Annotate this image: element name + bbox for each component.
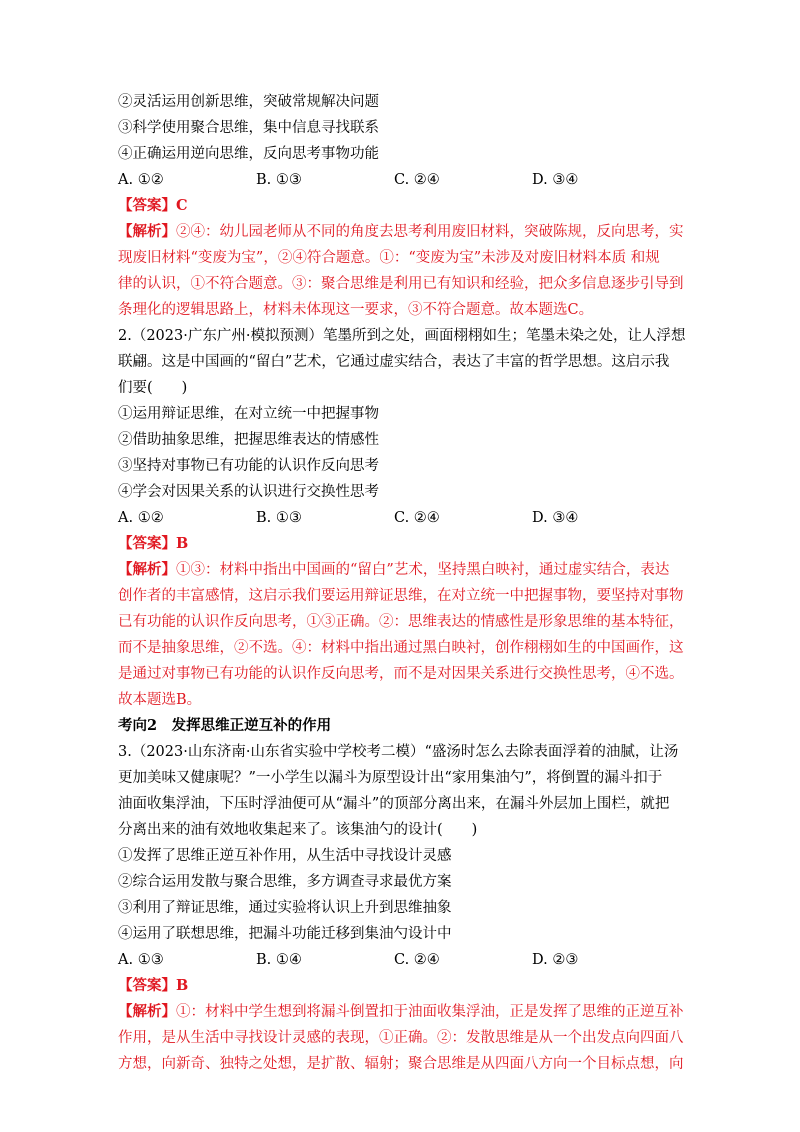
q2-option-a: A. ①② [118, 510, 164, 526]
q3-stem-line: 更加美味又健康呢？”一小学生以漏斗为原型设计出“家用集油勺”，将倒置的漏斗扣于 [118, 770, 663, 786]
q3-options [118, 950, 698, 970]
q3-analysis-line: 作用，是从生活中寻找设计灵感的表现，①正确。②：发散思维是从一个出发点向四面八 [118, 1030, 684, 1046]
answer-value: C [176, 197, 188, 214]
q2-stem-line: 们要( ) [118, 380, 188, 396]
q3-answer [118, 976, 698, 996]
analysis-text: ②④：幼儿园老师从不同的角度去思考利用废旧材料，突破陈规，反向思考，实 [176, 224, 684, 240]
analysis-tag: 【解析】 [118, 223, 176, 240]
q2-analysis-line [118, 560, 698, 580]
document-page [118, 92, 698, 1080]
q2-stem-line: 联翩。这是中国画的“留白”艺术，它通过虚实结合，表达了丰富的哲学思想。这启示我 [118, 354, 670, 370]
answer-tag: 【答案】 [118, 535, 176, 552]
q3-option-b: B. ①④ [256, 952, 302, 968]
section-heading: 考向2 发挥思维正逆互补的作用 [118, 717, 332, 734]
q2-block [118, 326, 698, 710]
q2-analysis-line: 创作者的丰富感情，这启示我们要运用辩证思维，在对立统一中把握事物，要坚持对事物 [118, 588, 684, 604]
q2-answer [118, 534, 698, 554]
q3-stem-line: 3.（2023·山东济南·山东省实验中学校考二模）“盛汤时怎么去除表面浮着的油腻，让汤 [118, 744, 679, 760]
q2-options [118, 508, 698, 528]
q3-statement: ②综合运用发散与聚合思维，多方调查寻求最优方案 [118, 874, 452, 890]
q2-analysis-line: 是通过对事物已有功能的认识作反向思考，而不是对因果关系进行交换性思考，④不选。 [118, 666, 684, 682]
q3-statement: ④运用了联想思维，把漏斗功能迁移到集油勺设计中 [118, 926, 452, 942]
q1-statement: ②灵活运用创新思维，突破常规解决问题 [118, 94, 379, 110]
q1-block [118, 92, 698, 320]
q2-statement: ③坚持对事物已有功能的认识作反向思考 [118, 458, 379, 474]
q3-analysis-line [118, 1002, 698, 1022]
answer-value: B [176, 977, 189, 994]
q3-statement: ①发挥了思维正逆互补作用，从生活中寻找设计灵感 [118, 848, 452, 864]
q1-option-b: B. ①③ [256, 172, 302, 188]
q3-option-d: D. ②③ [532, 952, 579, 968]
q1-answer [118, 196, 698, 216]
analysis-tag: 【解析】 [118, 1003, 176, 1020]
q1-statement: ③科学使用聚合思维，集中信息寻找联系 [118, 120, 379, 136]
q3-analysis-line: 方想，向新奇、独特之处想，是扩散、辐射；聚合思维是从四面八方向一个目标点想，向 [118, 1056, 684, 1072]
answer-value: B [176, 535, 189, 552]
q1-option-a: A. ①② [118, 172, 164, 188]
q2-stem-line: 2.（2023·广东广州·模拟预测）笔墨所到之处，画面栩栩如生；笔墨未染之处，让人浮想 [118, 328, 686, 344]
q2-statement: ④学会对因果关系的认识进行交换性思考 [118, 484, 379, 500]
analysis-tag: 【解析】 [118, 561, 176, 578]
q1-options [118, 170, 698, 190]
analysis-text: ①：材料中学生想到将漏斗倒置扣于油面收集浮油，正是发挥了思维的正逆互补 [176, 1004, 684, 1020]
answer-tag: 【答案】 [118, 197, 176, 214]
q1-analysis-line [118, 222, 698, 242]
q2-option-d: D. ③④ [532, 510, 579, 526]
q3-statement: ③利用了辩证思维，通过实验将认识上升到思维抽象 [118, 900, 452, 916]
q3-option-a: A. ①③ [118, 952, 164, 968]
q2-analysis-line: 故本题选B。 [118, 692, 202, 708]
q1-analysis-line: 律的认识，①不符合题意。③：聚合思维是利用已有知识和经验，把众多信息逐步引导到 [118, 276, 684, 292]
answer-tag: 【答案】 [118, 977, 176, 994]
q3-block [118, 742, 698, 1074]
q1-analysis-line: 现废旧材料“变废为宝”，②④符合题意。①：“变废为宝”未涉及对废旧材料本质 和规 [118, 250, 660, 266]
q2-option-b: B. ①③ [256, 510, 302, 526]
q1-option-c: C. ②④ [394, 172, 440, 188]
q1-statement: ④正确运用逆向思维，反向思考事物功能 [118, 146, 379, 162]
q2-analysis-line: 而不是抽象思维，②不选。④：材料中指出通过黑白映衬，创作栩栩如生的中国画作，这 [118, 640, 684, 656]
q1-analysis-line: 条理化的逻辑思路上，材料未体现这一要求，③不符合题意。故本题选C。 [118, 302, 594, 318]
q2-analysis-line: 已有功能的认识作反向思考，①③正确。②：思维表达的情感性是形象思维的基本特征， [118, 614, 684, 630]
q2-statement: ①运用辩证思维，在对立统一中把握事物 [118, 406, 379, 422]
q2-statement: ②借助抽象思维，把握思维表达的情感性 [118, 432, 379, 448]
q3-stem-line: 分离出来的油有效地收集起来了。该集油勺的设计( ) [118, 822, 478, 838]
q3-stem-line: 油面收集浮油，下压时浮油便可从“漏斗”的顶部分离出来，在漏斗外层加上围栏，就把 [118, 796, 670, 812]
q1-option-d: D. ③④ [532, 172, 579, 188]
q3-option-c: C. ②④ [394, 952, 440, 968]
q2-option-c: C. ②④ [394, 510, 440, 526]
analysis-text: ①③：材料中指出中国画的“留白”艺术，坚持黑白映衬，通过虚实结合，表达 [176, 562, 670, 578]
